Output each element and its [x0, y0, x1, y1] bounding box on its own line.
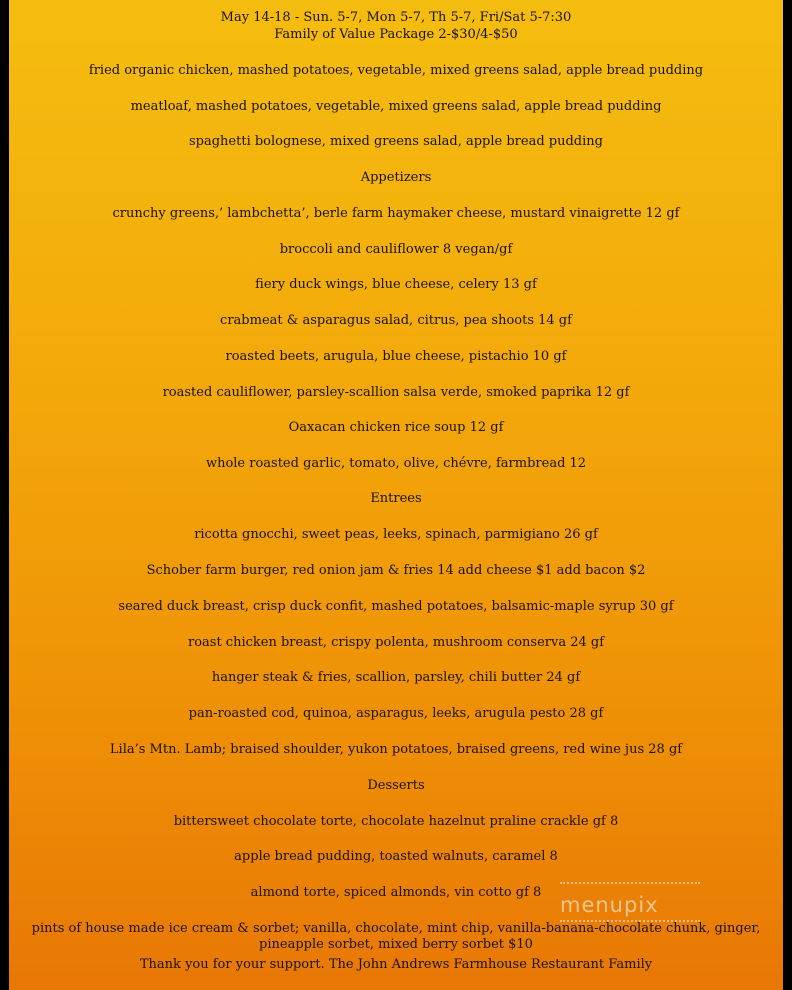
section-heading-entrees: Entrees	[370, 491, 422, 506]
watermark-divider	[560, 882, 700, 885]
appetizer-item: crunchy greens,’ lambchetta’, berle farm haymaker cheese, mustard vinaigrette 12 gf	[112, 206, 680, 221]
entree-item: pan-roasted cod, quinoa, asparagus, leeks, arugula pesto 28 gf	[188, 706, 604, 721]
family-item: fried organic chicken, mashed potatoes, vegetable, mixed greens salad, apple bread pudding	[88, 63, 704, 78]
entree-item: Schober farm burger, red onion jam & fries 14 add cheese $1 add bacon $2	[146, 563, 646, 578]
entree-item: hanger steak & fries, scallion, parsley, chili butter 24 gf	[211, 670, 581, 685]
ice-cream-item: pints of house made ice cream & sorbet; vanilla, chocolate, mint chip, vanilla-banana-chocolate chunk, ginger, pineapple sorbet, mixed berry sorbet $10	[31, 921, 761, 952]
right-border	[783, 0, 792, 990]
section-heading-desserts: Desserts	[367, 778, 425, 793]
footer-thanks: Thank you for your support. The John Andrews Farmhouse Restaurant Family	[139, 957, 653, 972]
entree-item: Lila’s Mtn. Lamb; braised shoulder, yukon potatoes, braised greens, red wine jus 28 gf	[109, 742, 683, 757]
dessert-item: almond torte, spiced almonds, vin cotto gf 8	[250, 885, 542, 900]
dessert-item: bittersweet chocolate torte, chocolate hazelnut praline crackle gf 8	[173, 814, 619, 829]
header-dates: May 14-18 - Sun. 5-7, Mon 5-7, Th 5-7, Fri/Sat 5-7:30	[220, 10, 572, 25]
appetizer-item: whole roasted garlic, tomato, olive, chévre, farmbread 12	[205, 456, 587, 471]
appetizer-item: Oaxacan chicken rice soup 12 gf	[288, 420, 504, 435]
watermark-logo: menupix	[560, 893, 659, 917]
header-package: Family of Value Package 2-$30/4-$50	[274, 27, 518, 42]
entree-item: seared duck breast, crisp duck confit, mashed potatoes, balsamic-maple syrup 30 gf	[118, 599, 674, 614]
appetizer-item: roasted cauliflower, parsley-scallion salsa verde, smoked paprika 12 gf	[162, 385, 630, 400]
dessert-item: apple bread pudding, toasted walnuts, caramel 8	[234, 849, 558, 864]
appetizer-item: crabmeat & asparagus salad, citrus, pea shoots 14 gf	[220, 313, 572, 328]
left-border	[0, 0, 9, 990]
watermark-divider	[560, 920, 700, 923]
appetizer-item: fiery duck wings, blue cheese, celery 13 gf	[255, 277, 537, 292]
appetizer-item: broccoli and cauliflower 8 vegan/gf	[279, 242, 513, 257]
appetizer-item: roasted beets, arugula, blue cheese, pistachio 10 gf	[225, 349, 567, 364]
section-heading-appetizers: Appetizers	[360, 170, 432, 185]
family-item: meatloaf, mashed potatoes, vegetable, mixed greens salad, apple bread pudding	[130, 99, 662, 114]
family-item: spaghetti bolognese, mixed greens salad, apple bread pudding	[188, 134, 603, 149]
entree-item: roast chicken breast, crispy polenta, mushroom conserva 24 gf	[187, 635, 605, 650]
entree-item: ricotta gnocchi, sweet peas, leeks, spinach, parmigiano 26 gf	[194, 527, 598, 542]
